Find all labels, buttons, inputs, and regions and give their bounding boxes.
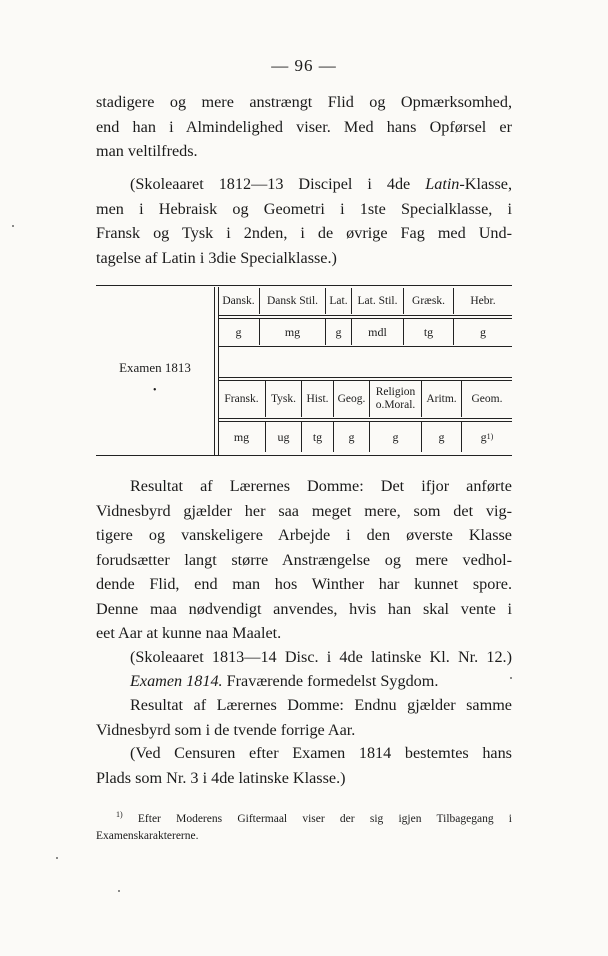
text-line: stadigere og mere anstrængt Flid og Opmærksomhed, <box>96 93 512 111</box>
exam-label: Examen 1813 <box>119 360 191 375</box>
header-cell: Fransk. <box>218 381 266 417</box>
text-line: (Skoleaaret 1813—14 Disc. i 4de latinske Kl. Nr. 12.) <box>130 648 512 666</box>
value-cell: g <box>370 422 422 452</box>
text-line: end han i Almindelighed viser. Med hans Opførsel er <box>96 117 512 136</box>
table-header-row-2 <box>218 381 512 417</box>
value-cell: g <box>218 319 260 345</box>
header-cell: Aritm. <box>422 381 462 417</box>
value-cell: g <box>326 319 352 345</box>
paragraph-1 <box>96 90 512 164</box>
value-cell: mg <box>260 319 326 345</box>
value-cell: g <box>422 422 462 452</box>
text-line: Plads som Nr. 3 i 4de latinske Klasse.) <box>96 768 346 787</box>
value-cell: tg <box>302 422 334 452</box>
text-line: dende Flid, end man hos Winther har kunnet spore. <box>96 575 512 593</box>
value-cell: g <box>480 325 486 339</box>
text-line: (Skoleaaret 1812—13 Discipel i 4de Latin-Klasse, <box>130 175 512 193</box>
footnote-mark: 1) <box>116 810 123 819</box>
header-cell: Geom. <box>471 393 503 405</box>
value-cell: mg <box>218 422 266 452</box>
value-cell: mdl <box>352 319 404 345</box>
value-cell: g <box>334 422 370 452</box>
table-bottom-rule <box>96 455 512 456</box>
value-cell: g 1) <box>480 430 494 444</box>
header-cell: Lat. <box>326 288 352 314</box>
footnote-reference: 1) <box>486 432 494 441</box>
paragraph-6 <box>96 693 512 742</box>
text-line: Resultat af Lærernes Domme: Endnu gjælder samme <box>130 696 512 714</box>
text-line: Denne maa nødvendigt anvendes, hvis han skal vente i <box>96 599 512 618</box>
header-cell: Dansk Stil. <box>260 288 326 314</box>
table-value-row-2 <box>218 422 512 452</box>
text-line: Resultat af Lærernes Domme: Det ifjor anførte <box>130 477 512 495</box>
italic-heading: Examen 1814. <box>130 672 223 690</box>
italic-word: Latin <box>425 175 460 193</box>
paragraph-2 <box>96 172 512 270</box>
text-line: Vidnesbyrd som i de tvende forrige Aar. <box>96 720 356 739</box>
value-cell: tg <box>404 319 454 345</box>
text-line: man veltilfreds. <box>96 142 198 160</box>
text-line: Fransk og Tysk i 2nden, i de øvrige Fag med Und- <box>96 224 512 242</box>
table-top-rule <box>96 285 512 286</box>
text-line: tigere og vanskeligere Arbejde i den øverste Klasse <box>96 526 512 544</box>
text-line: Vidnesbyrd gjælder her saa meget mere, som det vig- <box>96 501 512 520</box>
table-value-row-1 <box>218 319 512 345</box>
grades-table: Examen 1813 • Dansk. Dansk Stil. Lat. Lat. Stil. Græsk. Hebr. g mg g mdl tg g Fransk. Tysk. Hist. Geog. Religion o.Moral. Aritm. Geom. mg ug tg g g g g 1) <box>96 285 512 457</box>
paragraph-7 <box>96 741 512 790</box>
text-line: Examen 1814. Fraværende formedelst Sygdom. <box>130 672 439 690</box>
table-header-row-1 <box>218 288 512 314</box>
text-line: tagelse af Latin i 3die Specialklasse.) <box>96 248 337 267</box>
text-line: (Ved Censuren efter Examen 1814 bestemtes hans <box>130 744 512 762</box>
footnote-line: $^{1)}$ Efter Moderens Giftermaal viser der sig igjen Tilbagegang i <box>116 810 512 825</box>
paragraph-5 <box>96 669 512 694</box>
footnote <box>96 806 512 845</box>
page-number: — 96 — <box>271 56 337 75</box>
header-cell: Geog. <box>334 381 370 417</box>
footnote-line: Examenskaraktererne. <box>96 829 199 842</box>
header-cell: Dansk. <box>218 288 260 314</box>
header-cell: Tysk. <box>266 381 302 417</box>
text-line: forudsætter langt større Anstrængelse og mere vedhol- <box>96 550 512 569</box>
header-cell: Græsk. <box>404 288 454 314</box>
text-line: eet Aar at kunne naa Maalet. <box>96 624 282 642</box>
text-line: men i Hebraisk og Geometri i 1ste Specialklasse, i <box>96 199 512 218</box>
header-cell: Hist. <box>302 381 334 417</box>
header-cell: Hebr. <box>470 295 496 307</box>
header-cell: Lat. Stil. <box>352 288 404 314</box>
value-cell: ug <box>266 422 302 452</box>
paragraph-3 <box>96 474 512 646</box>
header-cell-religion: Religion o.Moral. <box>370 381 422 417</box>
paragraph-4 <box>96 645 512 670</box>
